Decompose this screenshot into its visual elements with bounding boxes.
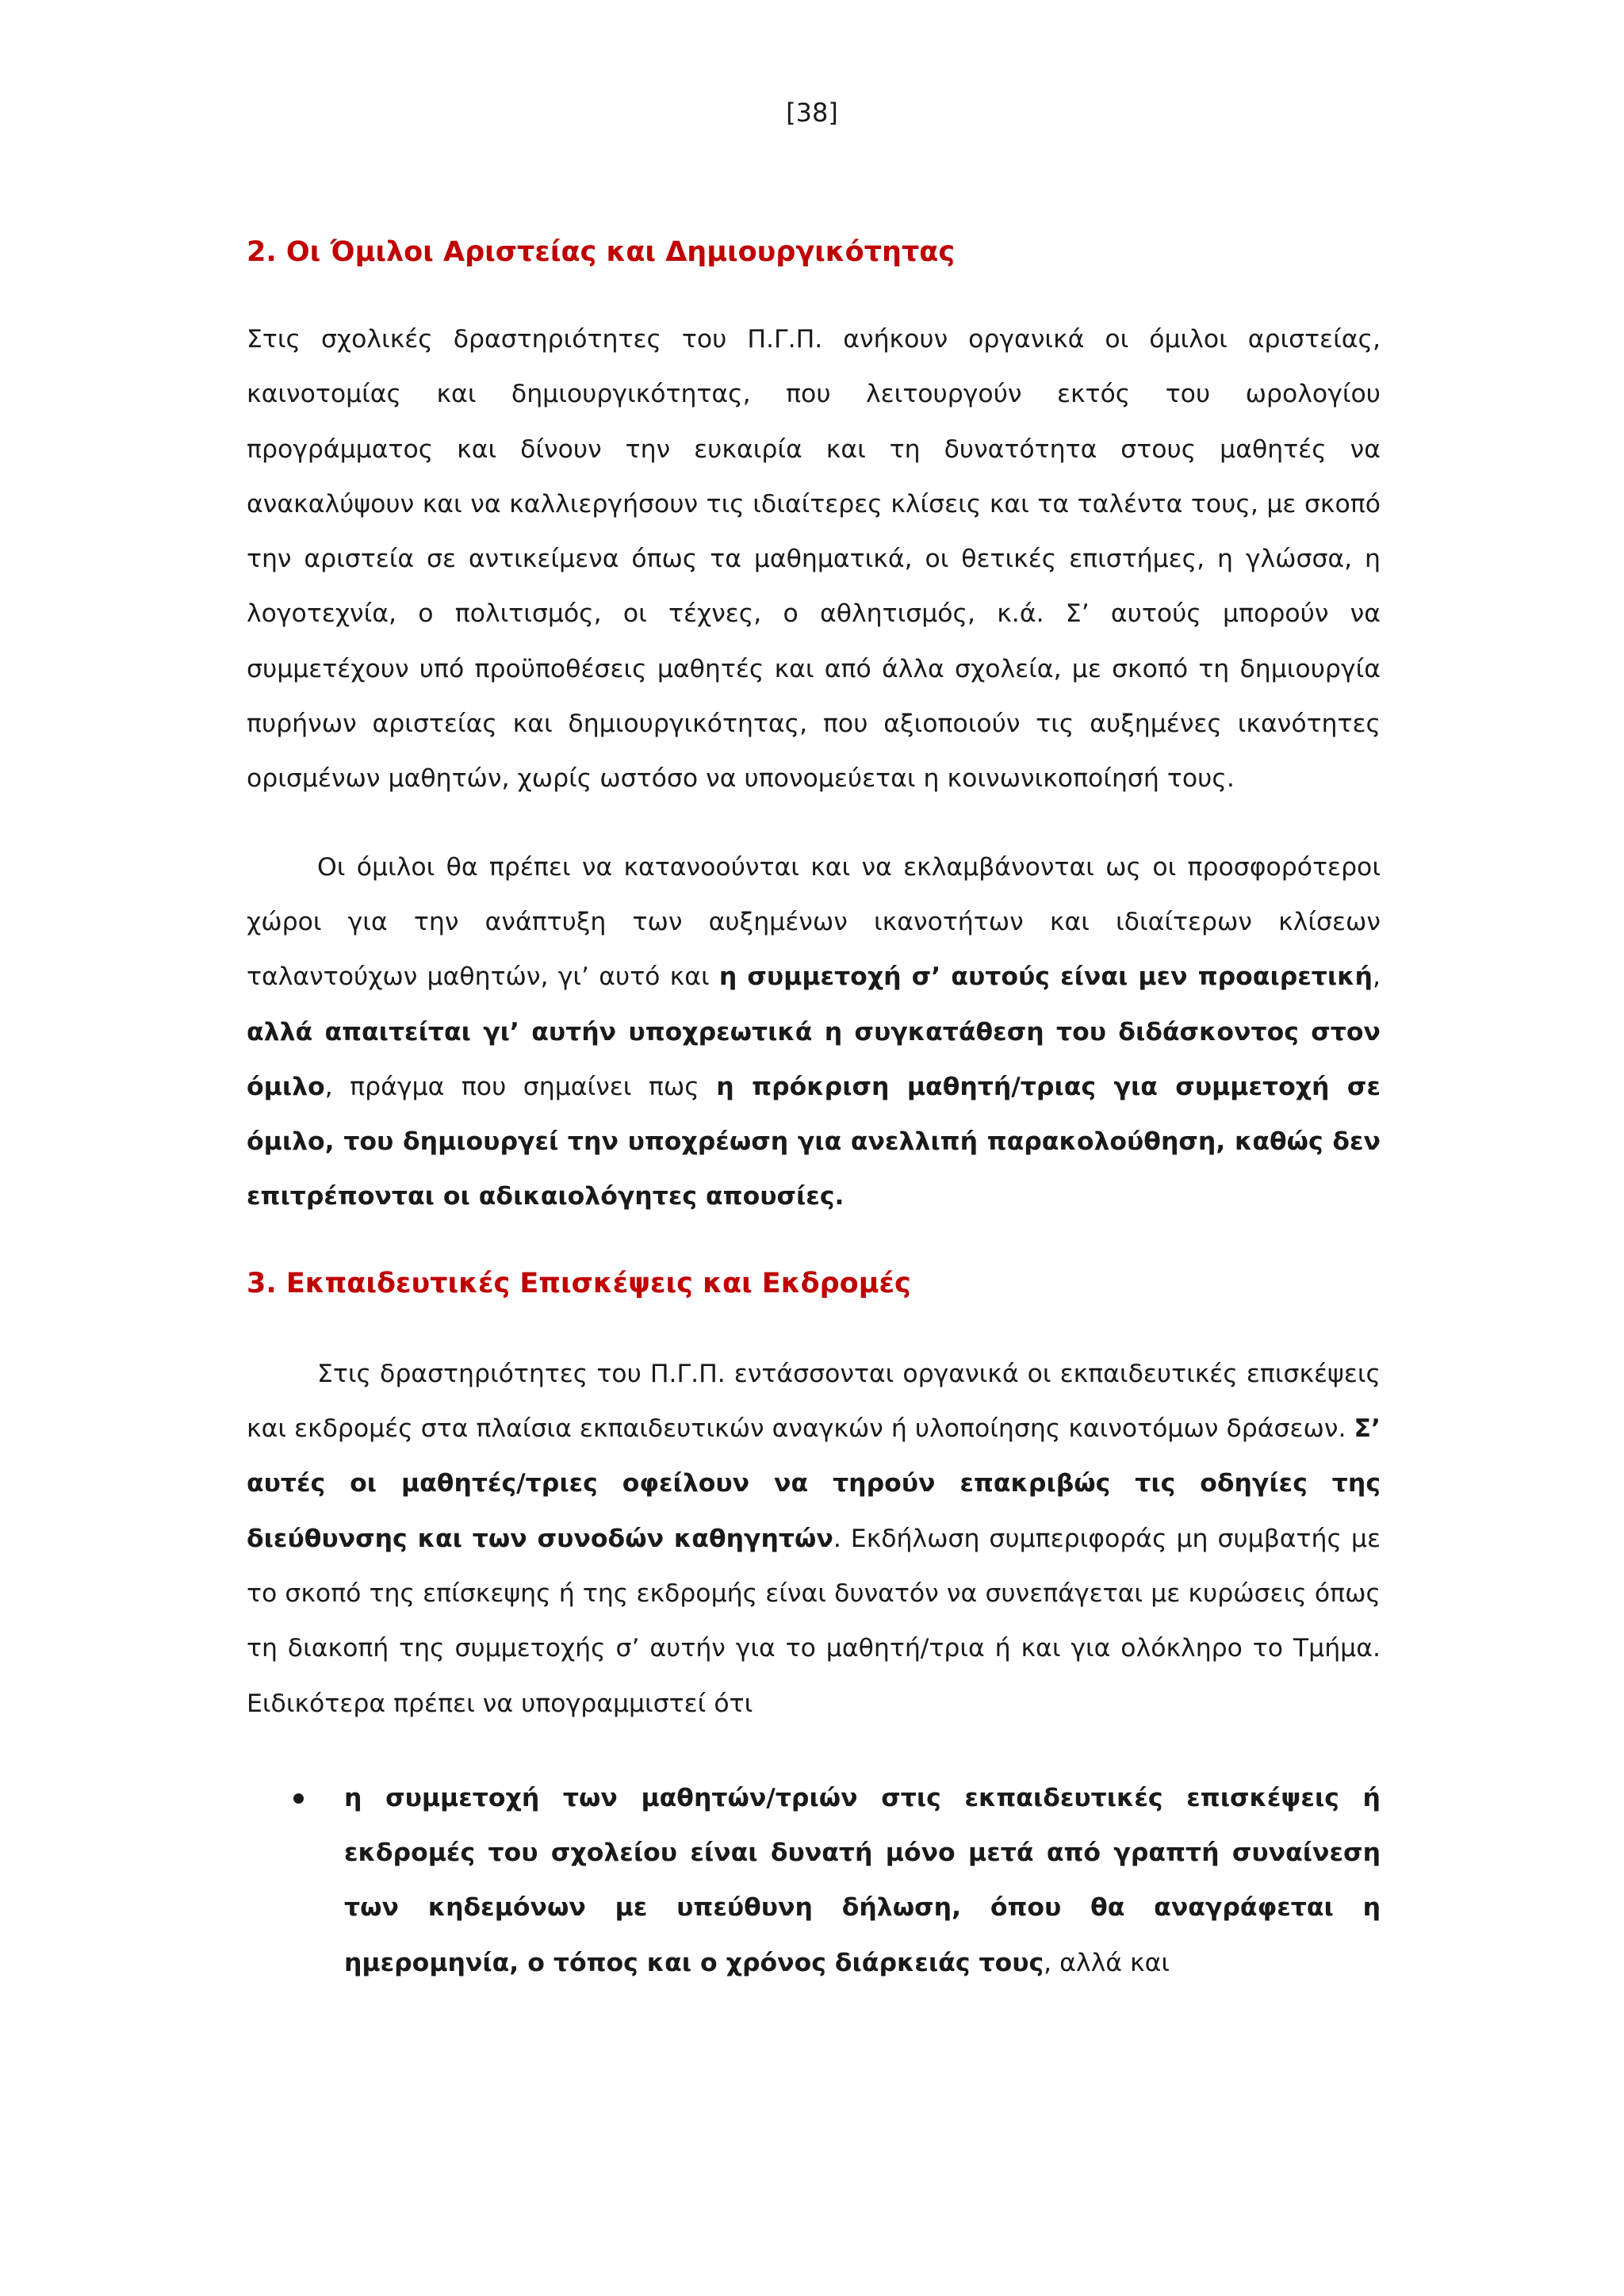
section-2-paragraph-1: Στις σχολικές δραστηριότητες του Π.Γ.Π. ανήκουν οργανικά οι όμιλοι αριστείας, καινοτομίας και δημιουργικότητας, που λειτουργούν εκτός του ωρολογίου προγράμματος και δίνουν την ευκαιρία και τη δυνατότητα στους μαθητές να ανακαλύψουν και να καλλιεργήσουν τις ιδιαίτερες κλίσεις και τα ταλέντα τους, με σκοπό την αριστεία σε αντικείμενα όπως τα μαθηματικά, οι θετικές επιστήμες, η γλώσσα, η λογοτεχνία, ο πολιτισμός, οι τέχνες, ο αθλητισμός, κ.ά. Σ’ αυτούς μπορούν να συμμετέχουν υπό προϋποθέσεις μαθητές και από άλλα σχολεία, με σκοπό τη δημιουργία πυρήνων αριστείας και δημιουργικότητας, που αξιοποιούν τις αυξημένες ικανότητες ορισμένων μαθητών, χωρίς ωστόσο να υπονομεύεται η κοινωνικοποίησή τους. (247, 325, 1381, 794)
bold-run: η συμμετοχή σ’ αυτούς είναι μεν προαιρετική (718, 962, 1373, 992)
section-3-paragraph-1 (247, 1347, 1381, 1732)
bold-run: αλλά απαιτείται γι’ αυτήν υποχρεωτικά η συγκατάθεση του διδάσκοντος στον όμιλο (247, 1017, 1381, 1101)
bullet-icon (293, 1793, 304, 1804)
bullet-text (344, 1771, 1381, 1991)
text-run: , πράγμα που σημαίνει πως (324, 1072, 717, 1101)
text-run: Οι όμιλοι θα πρέπει να κατανοούνται και να εκλαμβάνονται ως οι προσφορότεροι χώροι για την ανάπτυξη των αυξημένων ικανοτήτων και ιδιαίτερων κλίσεων ταλαντούχων μαθητών, γι’ αυτό και (247, 852, 1381, 992)
section-2-heading: 2. Οι Όμιλοι Αριστείας και Δημιουργικότητας (247, 236, 956, 268)
paragraph-gap (247, 807, 1381, 840)
bold-run: η πρόκριση μαθητή/τριας για συμμετοχή σε όμιλο, του δημιουργεί την υποχρέωση για ανελλιπή παρακολούθηση, καθώς δεν επιτρέπονται οι αδικαιολόγητες απουσίες. (247, 1072, 1381, 1211)
text-run: Στις δραστηριότητες του Π.Γ.Π. εντάσσονται οργανικά οι εκπαιδευτικές επισκέψεις και εκδρομές στα πλαίσια εκπαιδευτικών αναγκών ή υλοποίησης καινοτόμων δράσεων. (247, 1359, 1381, 1444)
text-run: , αλλά και (1044, 1948, 1170, 1977)
document-body (247, 232, 1381, 1991)
bold-run: η συμμετοχή των μαθητών/τριών στις εκπαιδευτικές επισκέψεις ή εκδρομές του σχολείου είναι δυνατή μόνο μετά από γραπτή συναίνεση των κηδεμόνων με υπεύθυνη δήλωση, όπου θα αναγράφεται η ημερομηνία, ο τόπος και ο χρόνος διάρκειάς τους (344, 1783, 1381, 1977)
section-2-paragraph-2 (247, 840, 1381, 1225)
list-item (247, 1771, 1381, 1991)
text-run: . Εκδήλωση συμπεριφοράς μη συμβατής με το σκοπό της επίσκεψης ή της εκδρομής είναι δυνατόν να συνεπάγεται με κυρώσεις όπως τη διακοπή της συμμετοχής σ’ αυτήν για το μαθητή/τρια ή και για ολόκληρο το Τμήμα. Ειδικότερα πρέπει να υπογραμμιστεί ότι (247, 1524, 1381, 1718)
bold-run: Σ’ αυτές οι μαθητές/τριες οφείλουν να τηρούν επακριβώς τις οδηγίες της διεύθυνσης και των συνοδών καθηγητών (247, 1414, 1381, 1553)
section-3-heading: 3. Εκπαιδευτικές Επισκέψεις και Εκδρομές (247, 1267, 911, 1299)
bullet-list (247, 1771, 1381, 1991)
page-number: [38] (786, 98, 838, 128)
text-run: , (1372, 962, 1381, 992)
